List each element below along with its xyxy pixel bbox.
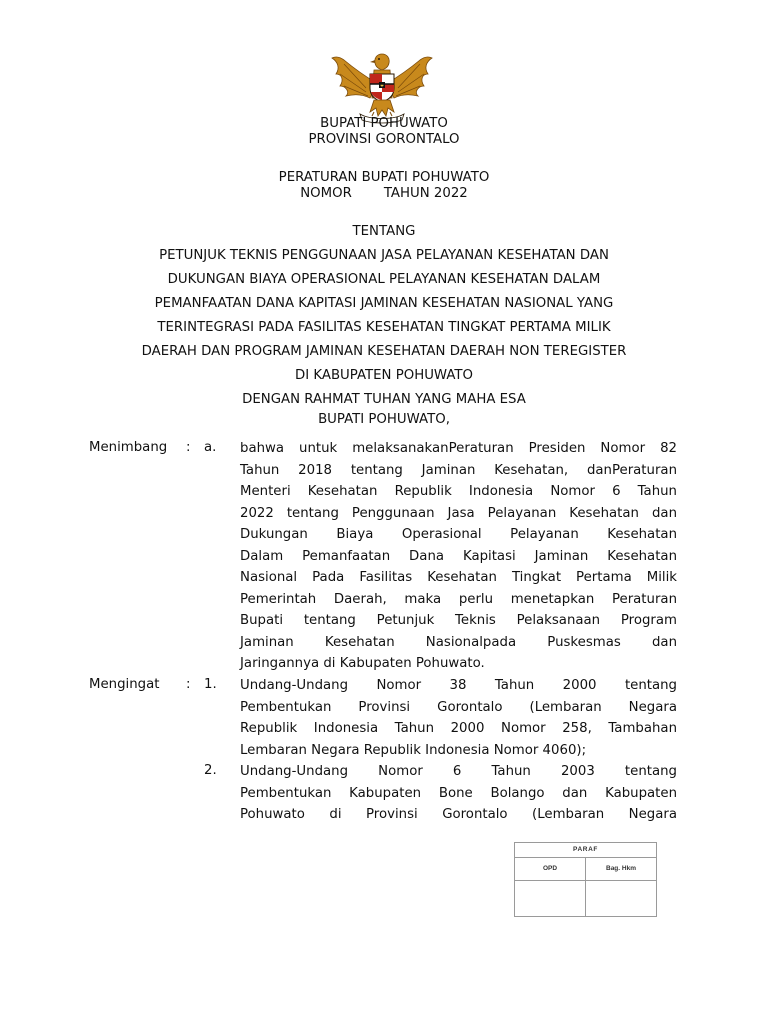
menimbang-line: Dukungan Biaya Operasional Pelayanan Kesehatan [240, 527, 677, 542]
regulation-number [0, 186, 768, 202]
mengingat-line: Pembentukan Kabupaten Bone Bolango dan Kabupaten [240, 785, 677, 801]
province-title: PROVINSI GORONTALO [308, 132, 460, 147]
mengingat-item-number: 2. [204, 763, 217, 778]
mengingat-line: Pohuwato di Provinsi Gorontalo (Lembaran Negara [240, 807, 677, 822]
menimbang-text [240, 438, 677, 675]
paraf-col-opd: OPD [515, 858, 586, 880]
menimbang-line: Menteri Kesehatan Republik Indonesia Nomor 6 Tahun [240, 484, 677, 499]
menimbang-line: Jaringannya di Kabupaten Pohuwato. [240, 656, 485, 671]
menimbang-colon: : [186, 440, 191, 455]
menimbang-line: Bupati tentang Petunjuk Teknis Pelaksanaan Program [240, 613, 677, 628]
regulation-block [0, 170, 768, 202]
mengingat-item-1-text [240, 675, 677, 761]
mengingat-item-number: 1. [204, 677, 217, 692]
paraf-table [514, 842, 657, 917]
menimbang-item-number: a. [204, 440, 217, 455]
mengingat-colon: : [186, 677, 191, 692]
regent-title: BUPATI POHUWATO [320, 116, 448, 131]
menimbang-line: bahwa untuk melaksanakanPeraturan Presiden Nomor 82 [240, 441, 677, 456]
nomor-label: NOMOR [300, 186, 352, 201]
tentang-line: TERINTEGRASI PADA FASILITAS KESEHATAN TINGKAT PERTAMA MILIK [157, 320, 611, 335]
tahun-label: TAHUN 2022 [383, 186, 468, 201]
regent-signoff: BUPATI POHUWATO, [318, 412, 450, 427]
tentang-line: DUKUNGAN BIAYA OPERASIONAL PELAYANAN KESEHATAN DALAM [167, 272, 601, 287]
rahmat-line: DENGAN RAHMAT TUHAN YANG MAHA ESA [242, 392, 526, 407]
mengingat-line: Pembentukan Provinsi Gorontalo (Lembaran Negara [240, 699, 677, 715]
garuda-emblem-icon [330, 48, 434, 126]
paraf-col-bag-hkm: Bag. Hkm [606, 865, 636, 872]
menimbang-line: Tahun 2018 tentang Jaminan Kesehatan, danPeraturan [240, 462, 677, 478]
tentang-block [0, 224, 768, 388]
mengingat-label: Mengingat [89, 677, 160, 692]
tentang-line: PETUNJUK TEKNIS PENGGUNAAN JASA PELAYANAN KESEHATAN DAN [159, 248, 609, 263]
menimbang-line: Jaminan Kesehatan Nasionalpada Puskesmas dan [240, 634, 677, 650]
mengingat-line: Lembaran Negara Republik Indonesia Nomor 4060); [240, 742, 587, 758]
menimbang-line: Dalam Pemanfaatan Dana Kapitasi Jaminan Kesehatan [240, 548, 677, 564]
menimbang-label: Menimbang [89, 440, 168, 455]
mengingat-line: Undang-Undang Nomor 38 Tahun 2000 tentang [240, 678, 677, 693]
paraf-hkm-cell [586, 881, 656, 917]
paraf-signature-row [515, 881, 656, 917]
menimbang-line: Pemerintah Daerah, maka perlu menetapkan Peraturan [240, 591, 677, 607]
paraf-header-row [515, 858, 656, 881]
header-block [0, 116, 768, 148]
mengingat-item-2-text [240, 761, 677, 826]
regulation-title: PERATURAN BUPATI POHUWATO [278, 170, 490, 185]
mengingat-line: Undang-Undang Nomor 6 Tahun 2003 tentang [240, 764, 677, 779]
rahmat-block [0, 390, 768, 430]
paraf-title: PARAF [515, 843, 656, 858]
tentang-line: DAERAH DAN PROGRAM JAMINAN KESEHATAN DAERAH NON TEREGISTER [141, 344, 627, 359]
paraf-opd-cell [515, 881, 586, 917]
menimbang-line: 2022 tentang Penggunaan Jasa Pelayanan Kesehatan dan [240, 505, 677, 521]
tentang-line: PEMANFAATAN DANA KAPITASI JAMINAN KESEHATAN NASIONAL YANG [154, 296, 614, 311]
menimbang-line: Nasional Pada Fasilitas Kesehatan Tingkat Pertama Milik [240, 570, 677, 585]
tentang-label: TENTANG [352, 224, 416, 239]
mengingat-line: Republik Indonesia Tahun 2000 Nomor 258, Tambahan [240, 721, 677, 736]
tentang-line: DI KABUPATEN POHUWATO [294, 368, 474, 383]
